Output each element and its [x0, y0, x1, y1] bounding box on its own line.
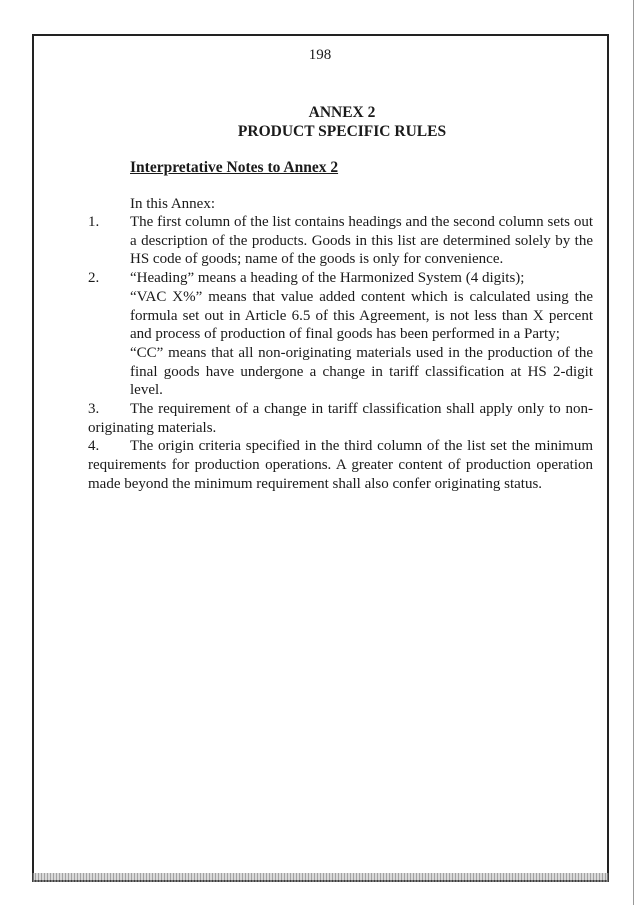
page-number: 198: [308, 47, 332, 63]
note-text: The first column of the list contains headings and the second column sets out a description of the products. Goods in this list are determined solely by the HS code of goods; name of the goods is only for convenience.: [130, 214, 593, 268]
note-number: 4.: [88, 438, 100, 455]
scan-bottom-border: [32, 873, 609, 882]
note-number: 3.: [88, 401, 100, 418]
note-item: [88, 269, 593, 400]
note-item: [88, 400, 593, 437]
notes-body: [88, 213, 593, 494]
note-text: The origin criteria specified in the third column of the list set the minimum requirements for production operations. A greater content of production operation made beyond the minimum requirement shall also confer originating status.: [88, 438, 593, 492]
intro-text: In this Annex:: [130, 196, 215, 212]
note-number: 2.: [88, 270, 100, 287]
note-item: [88, 437, 593, 493]
note-text: The requirement of a change in tariff classification shall apply only to non-originating materials.: [88, 401, 593, 436]
note-subitem: “CC” means that all non-originating materials used in the production of the final goods have undergone a change in tariff classification at HS 2-digit level.: [130, 344, 593, 399]
note-text: “Heading” means a heading of the Harmonized System (4 digits);: [130, 270, 525, 287]
note-subitem: “VAC X%” means that value added content which is calculated using the formula set out in Article 6.5 of this Agreement, is not less than X percent and process of production of final goods has been performed in a Party;: [130, 288, 593, 343]
note-number: 1.: [88, 214, 100, 230]
section-heading: Interpretative Notes to Annex 2: [130, 159, 339, 176]
annex-title: ANNEX 2: [308, 104, 376, 121]
annex-subtitle: PRODUCT SPECIFIC RULES: [237, 123, 447, 140]
note-item: [88, 213, 593, 269]
